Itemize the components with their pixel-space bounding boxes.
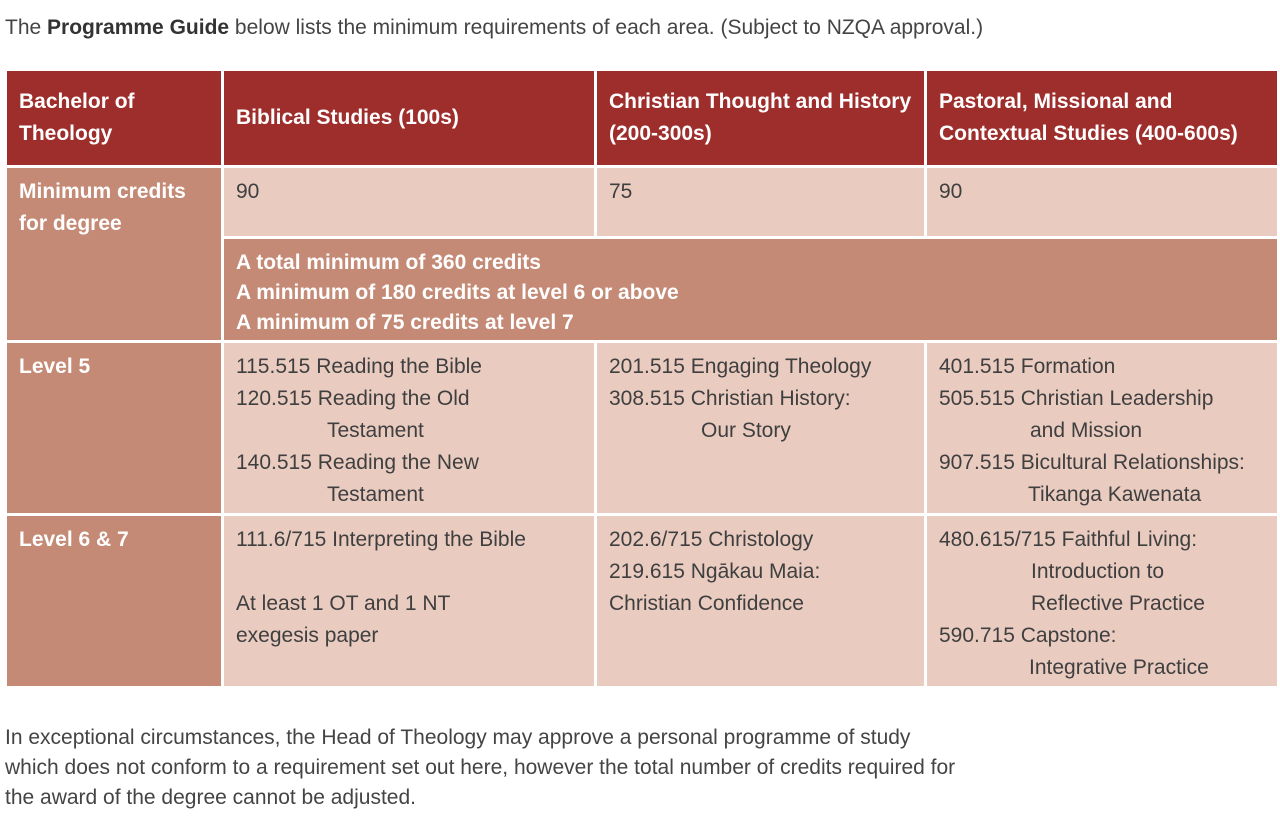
course-item: 590.715 Capstone: Integrative Practice bbox=[939, 624, 1209, 679]
level5-biblical bbox=[223, 342, 596, 515]
course-item: 111.6/715 Interpreting the Bible bbox=[236, 528, 526, 551]
summary-line-total: A total minimum of 360 credits bbox=[236, 251, 541, 274]
intro-paragraph bbox=[5, 13, 983, 43]
row-label-min-credits: Minimum credits for degree bbox=[6, 167, 223, 342]
spacer bbox=[236, 556, 582, 588]
course-item: 505.515 Christian Leadership and Mission bbox=[939, 387, 1214, 442]
course-item: 401.515 Formation bbox=[939, 355, 1116, 378]
course-item: 115.515 Reading the Bible bbox=[236, 355, 482, 378]
credits-summary bbox=[223, 238, 1279, 342]
level67-thought bbox=[596, 515, 926, 688]
course-item: 202.6/715 Christology bbox=[609, 528, 814, 551]
exegesis-note: exegesis paper bbox=[236, 624, 379, 647]
header-biblical-studies: Biblical Studies (100s) bbox=[223, 70, 596, 167]
course-item: 140.515 Reading the New Testament bbox=[236, 451, 479, 506]
programme-guide-link-text: Programme Guide bbox=[47, 16, 230, 39]
row-label-level-6-7: Level 6 & 7 bbox=[6, 515, 223, 688]
course-item: Christian Confidence bbox=[609, 592, 804, 615]
summary-line-level6: A minimum of 180 credits at level 6 or above bbox=[236, 281, 679, 304]
level67-pastoral bbox=[926, 515, 1279, 688]
min-credits-thought: 75 bbox=[596, 167, 926, 238]
row-label-level-5: Level 5 bbox=[6, 342, 223, 515]
intro-text-start: The bbox=[5, 16, 48, 39]
course-item: 308.515 Christian History: Our Story bbox=[609, 387, 851, 442]
course-item: 907.515 Bicultural Relationships: Tikanga Kawenata bbox=[939, 451, 1245, 506]
header-christian-thought: Christian Thought and History (200-300s) bbox=[596, 70, 926, 167]
outro-paragraph: In exceptional circumstances, the Head of Theology may approve a personal programme of study which does not conform to a requirement set out here, however the total number of credits required for the award of the degree cannot be adjusted. bbox=[5, 726, 956, 809]
course-item: 120.515 Reading the Old Testament bbox=[236, 387, 470, 442]
programme-guide-table bbox=[4, 68, 1280, 689]
exegesis-note: At least 1 OT and 1 NT bbox=[236, 592, 451, 615]
level67-biblical bbox=[223, 515, 596, 688]
table-row-min-credits bbox=[6, 167, 1279, 238]
table-row-level-6-7 bbox=[6, 515, 1279, 688]
summary-line-level7: A minimum of 75 credits at level 7 bbox=[236, 311, 574, 334]
course-item: 480.615/715 Faithful Living: Introduction to Reflective Practice bbox=[939, 528, 1205, 615]
table-header-row bbox=[6, 70, 1279, 167]
min-credits-biblical: 90 bbox=[223, 167, 596, 238]
level5-thought bbox=[596, 342, 926, 515]
min-credits-pastoral: 90 bbox=[926, 167, 1279, 238]
header-degree: Bachelor of Theology bbox=[6, 70, 223, 167]
level5-pastoral bbox=[926, 342, 1279, 515]
course-item: 201.515 Engaging Theology bbox=[609, 355, 872, 378]
course-item: 219.615 Ngākau Maia: bbox=[609, 560, 821, 583]
header-pastoral-studies: Pastoral, Missional and Contextual Studies (400-600s) bbox=[926, 70, 1279, 167]
table-row-level-5 bbox=[6, 342, 1279, 515]
intro-text-end: below lists the minimum requirements of each area. (Subject to NZQA approval.) bbox=[229, 16, 984, 39]
